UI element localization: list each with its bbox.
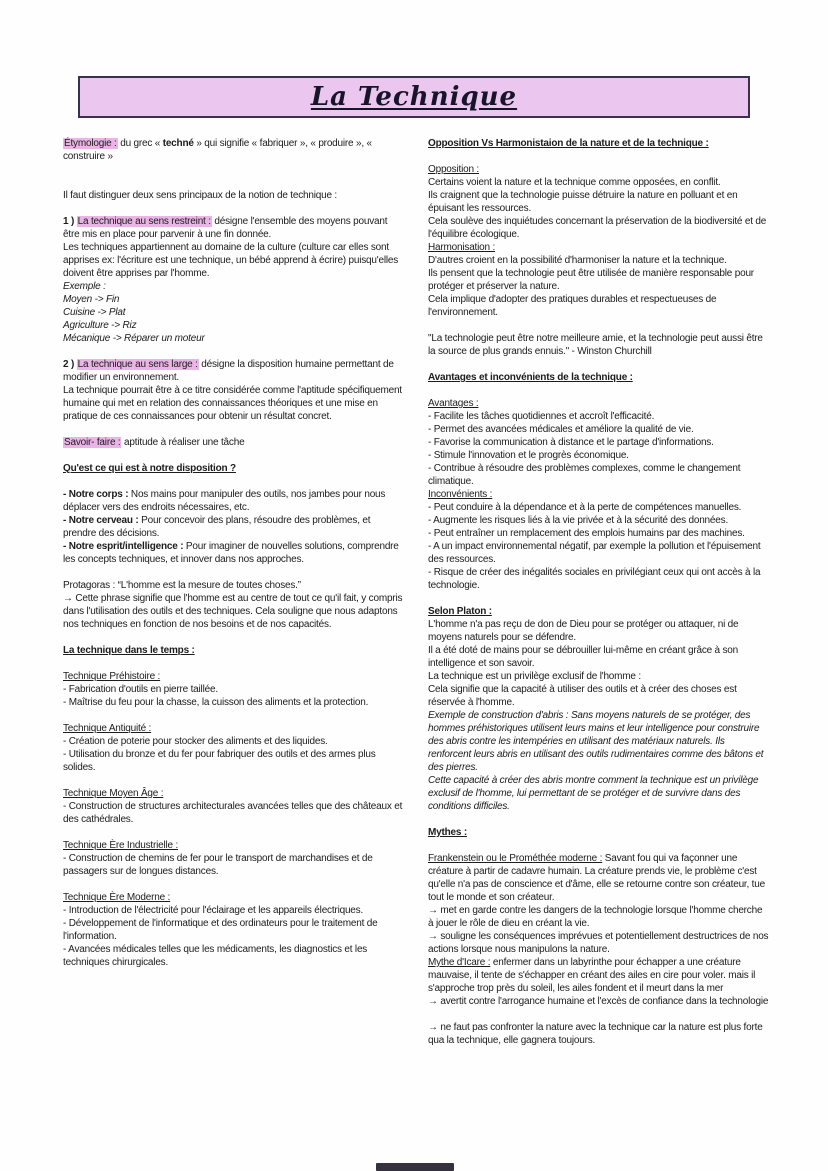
highlighted-term: La technique au sens large : [77,359,198,370]
paragraph [63,540,404,566]
paragraph [428,332,770,358]
paragraph [428,410,770,423]
page-title: La Technique [310,82,518,112]
title-banner [78,76,750,118]
text-segment: Les techniques appartiennent au domaine de la culture (culture car elles sont apprises ex: l'écriture est une technique, un bébé apprend à écrire) puisqu'elles doivent être apprises par l'homme. [63,242,399,279]
paragraph [63,215,404,241]
text-segment: du grec « [117,138,163,149]
paragraph [428,930,770,956]
section-heading [63,644,404,657]
text-segment: Avantages : [428,398,479,409]
text-segment: - Notre cerveau : [63,515,142,526]
text-segment: - Favorise la communication à distance et le partage d'informations. [428,437,714,448]
two-column-layout [63,137,770,1047]
paragraph [428,566,770,592]
text-segment: - Notre corps : [63,489,131,500]
text-segment: Cela implique d'adopter des pratiques durables et respectueuses de l'environnement. [428,294,717,318]
text-segment: Inconvénients : [428,489,493,500]
section-heading [63,462,404,475]
paragraph [428,189,770,215]
paragraph [428,176,770,189]
paragraph [428,709,770,774]
text-segment: La technique est un privilège exclusif de l'homme : [428,671,641,682]
text-segment: » qui signifie « fabriquer », « produire », « construire » [63,138,372,162]
paragraph [428,774,770,813]
text-segment: La technique pourrait être à ce titre considérée comme l'aptitude spécifiquement humaine qui met en relation des connaissances théoriques et une mise en pratique de ces connaissances pour obtenir un résultat concret. [63,385,402,422]
text-segment: → avertit contre l'arrogance humaine et l'excès de confiance dans la technologie [428,996,769,1007]
text-segment: 1 ) [63,216,77,227]
next-page-edge [376,1163,454,1171]
subheading [428,488,770,501]
paragraph [63,917,404,943]
text-segment: - Permet des avancées médicales et améliore la qualité de vie. [428,424,694,435]
text-segment: Opposition Vs Harmonistaion de la nature et de la technique : [428,138,709,149]
text-segment: - Construction de chemins de fer pour le transport de marchandises et de passagers sur de longues distances. [63,853,373,877]
paragraph [428,618,770,644]
section-heading [428,826,770,839]
paragraph [428,436,770,449]
text-segment: Cela soulève des inquiétudes concernant la préservation de la biodiversité et de l'équilibre écologique. [428,216,767,240]
text-segment: Selon Platon : [428,606,492,617]
text-segment: - Peut conduire à la dépendance et à la perte de compétences manuelles. [428,502,742,513]
highlighted-term: Savoir- faire : [64,437,121,448]
text-segment: - Stimule l'innovation et le progrès économique. [428,450,629,461]
text-segment: - Contribue à résoudre des problèmes complexes, comme le changement climatique. [428,463,741,487]
paragraph [428,293,770,319]
paragraph [63,189,404,202]
paragraph [63,904,404,917]
paragraph [428,254,770,267]
section-heading [428,371,770,384]
paragraph [63,280,404,293]
text-segment: - Construction de structures architecturales avancées telles que des châteaux et des cathédrales. [63,801,403,825]
text-segment: Savant fou qui va façonner une créature à partir de cadavre humain. La créature prends vie, le problème c'est qu'elle n'a pas de conscience et d'âme, elle se retourne contre son créateur, tue tout le monde et son créateur. [428,853,765,903]
paragraph [63,696,404,709]
paragraph [63,384,404,423]
paragraph [428,1021,770,1047]
subheading [63,670,404,683]
subheading [428,163,770,176]
text-segment: - Augmente les risques liés à la vie privée et à la sécurité des données. [428,515,729,526]
text-segment: Il a été doté de mains pour se débrouiller lui-même en créant grâce à son intelligence et son savoir. [428,645,739,669]
paragraph [63,293,404,306]
text-segment: désigne l'ensemble des moyens pouvant être mis en place pour parvenir à une fin donnée. [63,216,388,240]
text-segment: - A un impact environnemental négatif, par exemple la pollution et l'épuisement des ressources. [428,541,761,565]
paragraph [63,748,404,774]
paragraph [428,683,770,709]
text-segment: Certains voient la nature et la technique comme opposées, en conflit. [428,177,721,188]
text-segment: Mythes : [428,827,467,838]
text-segment: Exemple de construction d'abris : Sans moyens naturels de se protéger, des hommes préhistoriques utilisent leurs mains et leur intelligence pour construire des abris contre les intempéries en utilisant des matériaux naturels. Ils renforcent leurs abris en utilisant des outils rudimentaires comme des bâtons et des pierres. [428,710,764,773]
text-segment: Moyen -> Fin [63,294,120,305]
text-segment: → ne faut pas confronter la nature avec la technique car la nature est plus forte qua la technique, elle gagnera toujours. [428,1022,763,1046]
paragraph [428,956,770,995]
paragraph [63,319,404,332]
text-segment: Cela signifie que la capacité à utiliser des outils et à créer des choses est réservée à l'homme. [428,684,737,708]
text-segment: → Cette phrase signifie que l'homme est au centre de tout ce qu'il fait, y compris dans l'utilisation des outils et des techniques. Cela souligne que nous adaptons nos techniques en fonction de nos besoins et de nos capacités. [63,593,403,630]
highlighted-term: Étymologie : [64,138,117,149]
text-segment: D'autres croient en la possibilité d'harmoniser la nature et la technique. [428,255,727,266]
text-segment: Avantages et inconvénients de la technique : [428,372,633,383]
paragraph [63,137,404,163]
paragraph [63,306,404,319]
paragraph [63,332,404,345]
text-segment: L'homme n'a pas reçu de don de Dieu pour se protéger ou attaquer, ni de moyens naturels pour se défendre. [428,619,739,643]
text-segment: 2 ) [63,359,77,370]
text-segment: - Notre esprit/intelligence : [63,541,186,552]
column-right [428,137,770,1047]
text-segment: → met en garde contre les dangers de la technologie lorsque l'homme cherche à jouer le rôle de dieu en créant la vie. [428,905,763,929]
column-left [63,137,404,969]
text-segment: - Introduction de l'électricité pour l'éclairage et les appareils électriques. [63,905,364,916]
paragraph [428,527,770,540]
paragraph [428,514,770,527]
subheading [428,397,770,410]
text-segment: Ils pensent que la technologie peut être utilisée de manière responsable pour protéger et préserver la nature. [428,268,754,292]
text-segment: - Création de poterie pour stocker des aliments et des liquides. [63,736,328,747]
text-segment: Agriculture -> Riz [63,320,137,331]
paragraph [428,423,770,436]
paragraph [63,579,404,592]
text-segment: - Facilite les tâches quotidiennes et accroît l'efficacité. [428,411,655,422]
text-segment: - Utilisation du bronze et du fer pour fabriquer des outils et des armes plus solides. [63,749,376,773]
paragraph [428,904,770,930]
text-segment: Opposition : [428,164,479,175]
text-segment: Ils craignent que la technologie puisse détruire la nature en polluant et en épuisant les ressources. [428,190,738,214]
paragraph [63,358,404,384]
text-segment: → souligne les conséquences imprévues et potentiellement destructrices de nos actions lorsque nous manipulons la nature. [428,931,769,955]
paragraph [428,267,770,293]
text-segment: Il faut distinguer deux sens principaux de la notion de technique : [63,190,338,201]
text-segment: Technique Ère Industrielle : [63,840,179,851]
text-segment: "La technologie peut être notre meilleure amie, et la technologie peut aussi être la source de plus grands ennuis." - Winston Churchill [428,333,763,357]
subheading [63,787,404,800]
text-segment: - Maîtrise du feu pour la chasse, la cuisson des aliments et la protection. [63,697,369,708]
subheading [428,241,770,254]
paragraph [63,943,404,969]
subheading [63,722,404,735]
section-heading [428,605,770,618]
paragraph [428,995,770,1008]
text-segment: désigne la disposition humaine permettant de modifier un environnement. [63,359,394,383]
paragraph [428,644,770,670]
text-segment: - Avancées médicales telles que les médicaments, les diagnostics et les techniques chirurgicales. [63,944,368,968]
paragraph [428,670,770,683]
text-segment: Cette capacité à créer des abris montre comment la technique est un privilège exclusif de l'homme, lui permettant de se protéger et de survivre dans des conditions difficiles. [428,775,759,812]
text-segment: Nos mains pour manipuler des outils, nos jambes pour nous déplacer vers des endroits nécessaires, etc. [63,489,386,513]
paragraph [428,501,770,514]
paragraph [63,241,404,280]
text-segment: aptitude à réaliser une tâche [121,437,245,448]
paragraph [63,852,404,878]
text-segment: - Développement de l'informatique et des ordinateurs pour le traitement de l'information. [63,918,378,942]
text-segment: - Peut entraîner un remplacement des emplois humains par des machines. [428,528,745,539]
paragraph [63,436,404,449]
highlighted-term: La technique au sens restreint : [77,216,211,227]
text-segment: techné [162,138,194,149]
subheading [63,839,404,852]
text-segment: Pour imaginer de nouvelles solutions, comprendre les concepts techniques, et innover dans nos approches. [63,541,399,565]
paragraph [63,735,404,748]
text-segment: Technique Ère Moderne : [63,892,171,903]
paragraph [63,800,404,826]
subheading [63,891,404,904]
section-heading [428,137,770,150]
text-segment: Mythe d'Icare : [428,957,491,968]
paragraph [63,514,404,540]
text-segment: Mécanique -> Réparer un moteur [63,333,205,344]
text-segment: enfermer dans un labyrinthe pour échapper a une créature mauvaise, il tente de s'échapper en créant des ailes en cire pour voler. mais il s'approche trop près du soleil, les ailes fondent et il meurt dans la mer [428,957,756,994]
paragraph [428,852,770,904]
paragraph [63,683,404,696]
text-segment: Exemple : [63,281,106,292]
text-segment: - Risque de créer des inégalités sociales en privilégiant ceux qui ont accès à la technologie. [428,567,761,591]
text-segment: Qu'est ce qui est à notre disposition ? [63,463,236,474]
text-segment: Cuisine -> Plat [63,307,126,318]
text-segment: Harmonisation : [428,242,496,253]
paragraph [428,540,770,566]
text-segment: - Fabrication d'outils en pierre taillée. [63,684,218,695]
text-segment: Technique Préhistoire : [63,671,161,682]
text-segment: Protagoras : “L'homme est la mesure de toutes choses.” [63,580,301,591]
text-segment: Frankenstein ou le Prométhée moderne : [428,853,603,864]
text-segment: Technique Antiquité : [63,723,152,734]
paragraph [428,215,770,241]
text-segment: La technique dans le temps : [63,645,195,656]
paragraph [63,488,404,514]
paragraph [428,449,770,462]
text-segment: Pour concevoir des plans, résoudre des problèmes, et prendre des décisions. [63,515,371,539]
paragraph [428,462,770,488]
paragraph [63,592,404,631]
text-segment: Technique Moyen Âge : [63,788,164,799]
